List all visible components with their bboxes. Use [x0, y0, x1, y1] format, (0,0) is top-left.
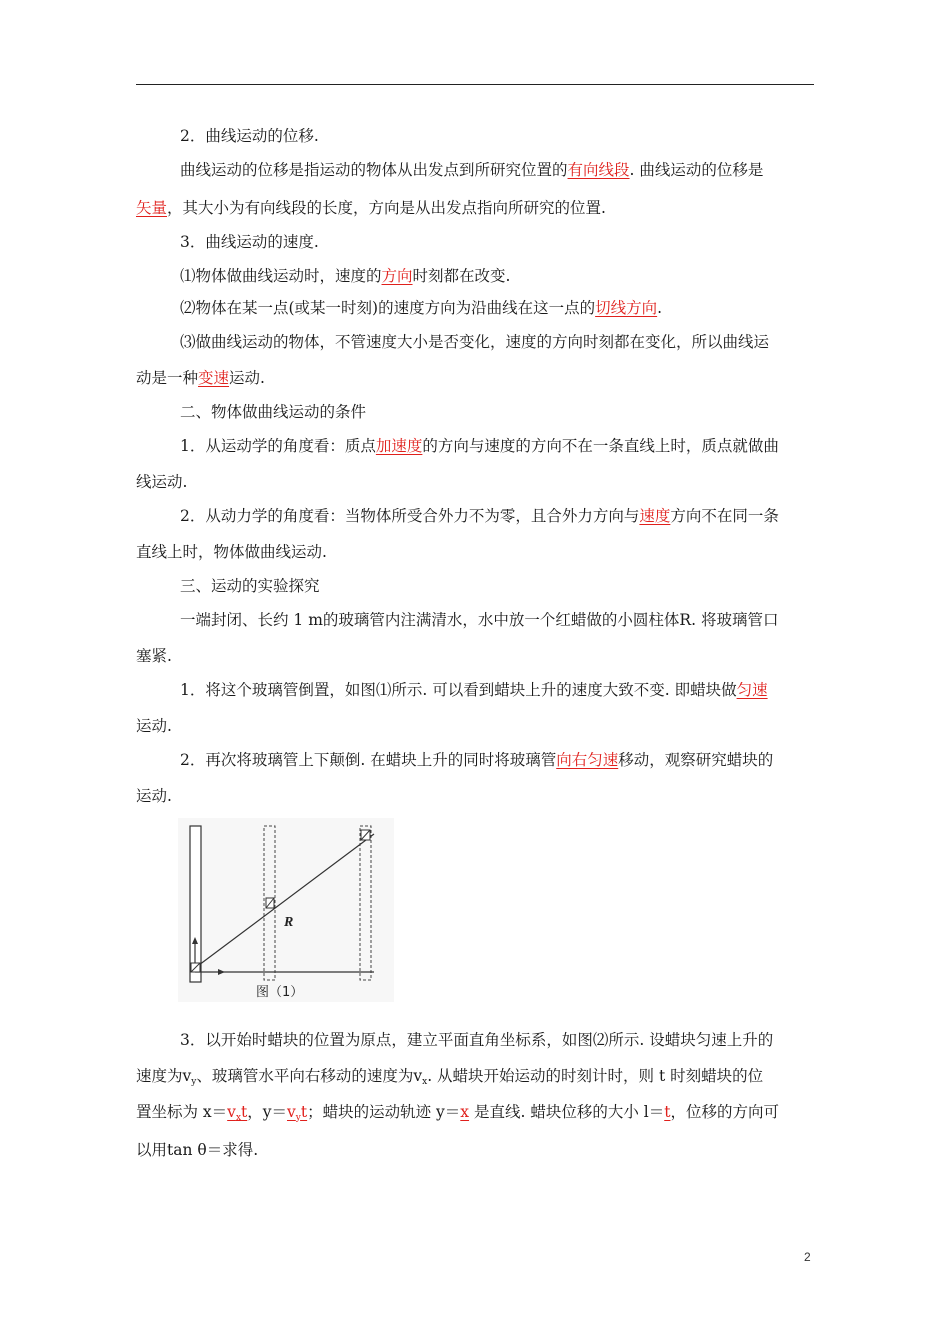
text-segment: . 曲线运动的位移是 [629, 161, 764, 179]
text-segment: 2．从动力学的角度看：当物体所受合外力不为零，且合外力方向与 [180, 507, 640, 525]
part3-step3-line1: 3．以开始时蜡块的位置为原点，建立平面直角坐标系，如图⑵所示. 设蜡块匀速上升的 [180, 1031, 774, 1049]
text-segment: 、玻璃管水平向右移动的速度为v [196, 1067, 423, 1085]
text-segment: 运动. [229, 369, 265, 387]
answer-blank: t [664, 1103, 671, 1121]
part3-intro-line2: 塞紧. [136, 647, 172, 665]
figure-1-diagram [178, 818, 394, 1002]
answer-blank [287, 1103, 307, 1121]
subscript: y [295, 1113, 301, 1123]
text-segment: ，y＝ [247, 1103, 288, 1121]
part2-condition1-line1 [180, 436, 779, 456]
answer-blank [227, 1103, 247, 1121]
answer-blank: 方向 [381, 267, 413, 285]
part3-step3-line2 [136, 1066, 763, 1092]
answer-blank: 速度 [639, 507, 671, 525]
section2-paragraph-line1 [180, 160, 763, 180]
text-segment: 置坐标为 x＝ [136, 1103, 228, 1121]
part2-condition2-line1 [180, 506, 779, 526]
text-segment: ，其大小为有向线段的长度，方向是从出发点指向所研究的位置. [167, 199, 606, 217]
figure-caption: 图（1） [256, 985, 304, 1000]
text-segment: t [300, 1103, 308, 1121]
header-rule [136, 84, 814, 85]
section3-heading: 3．曲线运动的速度. [180, 233, 319, 251]
part3-step2-line1 [180, 750, 773, 770]
section2-paragraph-line2 [136, 198, 606, 218]
answer-blank: 向右匀速 [556, 751, 619, 769]
subscript: x [422, 1077, 428, 1087]
answer-blank: 匀速 [736, 681, 768, 699]
answer-blank: x [460, 1103, 470, 1121]
text-segment: 移动，观察研究蜡块的 [618, 751, 774, 769]
text-segment: 1．从运动学的角度看：质点 [180, 437, 376, 455]
answer-blank: 矢量 [136, 199, 168, 217]
part2-condition2-line2: 直线上时，物体做曲线运动. [136, 543, 327, 561]
answer-blank: 变速 [198, 369, 230, 387]
text-segment: 动是一种 [136, 369, 199, 387]
text-segment: v [227, 1103, 236, 1121]
part3-heading: 三、运动的实验探究 [180, 577, 320, 595]
text-segment: 速度为v [136, 1067, 192, 1085]
part3-step2-line2: 运动. [136, 787, 172, 805]
section3-item2 [180, 298, 662, 318]
text-segment: 1．将这个玻璃管倒置，如图⑴所示. 可以看到蜡块上升的速度大致不变. 即蜡块做 [180, 681, 737, 699]
part2-condition1-line2: 线运动. [136, 473, 188, 491]
text-segment: v [287, 1103, 296, 1121]
answer-blank: 加速度 [375, 437, 423, 455]
text-segment: ⑵物体在某一点(或某一时刻)的速度方向为沿曲线在这一点的 [180, 299, 596, 317]
text-segment: 曲线运动的位移是指运动的物体从出发点到所研究位置的 [180, 161, 568, 179]
text-segment: ；蜡块的运动轨迹 y＝ [307, 1103, 461, 1121]
section3-item3-line2 [136, 368, 265, 388]
text-segment: 是直线. 蜡块位移的大小 l＝ [469, 1103, 665, 1121]
text-segment: 方向不在同一条 [670, 507, 779, 525]
part3-step1-line1 [180, 680, 768, 700]
answer-blank: 有向线段 [567, 161, 630, 179]
r-label: R [284, 915, 294, 930]
text-segment: . [657, 299, 663, 317]
section2-heading: 2．曲线运动的位移. [180, 127, 319, 145]
part3-step3-line4: 以用tan θ＝求得. [136, 1141, 259, 1159]
text-segment: 2．再次将玻璃管上下颠倒. 在蜡块上升的同时将玻璃管 [180, 751, 557, 769]
part2-heading: 二、物体做曲线运动的条件 [180, 403, 367, 421]
part3-step3-line3 [136, 1102, 779, 1128]
text-segment: ，位移的方向可 [670, 1103, 779, 1121]
text-segment: t [241, 1103, 248, 1121]
subscript: x [235, 1113, 242, 1123]
text-segment: . 从蜡块开始运动的时刻计时，则 t 时刻蜡块的位 [427, 1067, 764, 1085]
text-segment: 的方向与速度的方向不在一条直线上时，质点就做曲 [422, 437, 779, 455]
text-segment: ⑴物体做曲线运动时，速度的 [180, 267, 382, 285]
text-segment: 时刻都在改变. [412, 267, 511, 285]
section3-item3-line1: ⑶做曲线运动的物体，不管速度大小是否变化，速度的方向时刻都在变化，所以曲线运 [180, 333, 770, 351]
answer-blank: 切线方向 [595, 299, 658, 317]
page-number: 2 [804, 1250, 811, 1264]
subscript: y [191, 1077, 197, 1087]
section3-item1 [180, 266, 510, 286]
part3-intro-line1: 一端封闭、长约 1 m的玻璃管内注满清水，水中放一个红蜡做的小圆柱体R. 将玻璃管口 [180, 611, 779, 629]
glass-tube-diagram [178, 818, 394, 1002]
part3-step1-line2: 运动. [136, 717, 172, 735]
